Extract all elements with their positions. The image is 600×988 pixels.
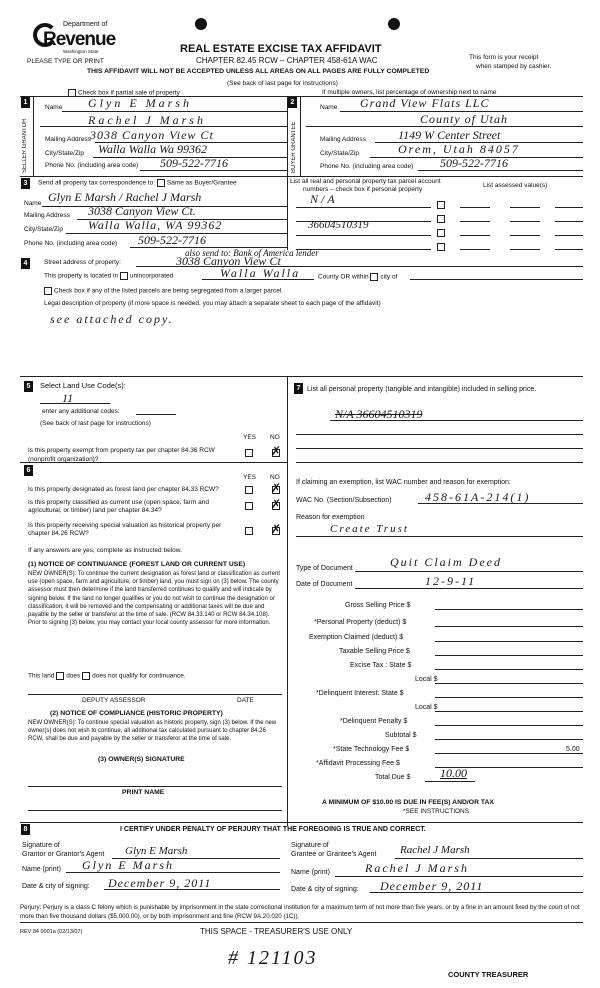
- receipt-2: when stamped by cashier.: [476, 63, 552, 70]
- historic-no[interactable]: ✗: [271, 522, 282, 536]
- notice-compliance-text: NEW OWNER(S): To continue special valuation as historic property, sign (3) below. If the new owner(s) does not wish to continue, all additional tax calculated pursuant to chapter 84.26 RCW, shall be due and payable by the seller or transferor at the time of sale.: [28, 720, 277, 743]
- parcel-2[interactable]: 36604510319: [308, 219, 369, 231]
- located-in: This property is located in unincorporated: [44, 272, 174, 280]
- exemption-reason[interactable]: Create Trust: [330, 523, 409, 535]
- also-send[interactable]: also send to: Bank of America lender: [185, 248, 319, 258]
- segregated: Check box if any of the listed parcels are being segregated from a larger parcel.: [44, 287, 283, 295]
- see-back: (See back of last page for instructions): [227, 80, 338, 87]
- personal-property-value[interactable]: N/A 36604510319: [335, 407, 423, 421]
- notice-compliance: (2) NOTICE OF COMPLIANCE (HISTORIC PROPERTY): [50, 710, 223, 717]
- current-use-no[interactable]: ✗: [271, 497, 282, 511]
- please-type: PLEASE TYPE OR PRINT: [27, 58, 104, 65]
- multiple-owners: If multiple owners, list percentage of ownership next to name: [322, 89, 497, 96]
- tech-fee: 5.00: [566, 746, 580, 753]
- grantee-signature[interactable]: Rachel J Marsh: [400, 844, 470, 856]
- chapter: CHAPTER 82.45 RCW – CHAPTER 458-61A WAC: [196, 56, 378, 65]
- corr-phone[interactable]: 509-522-7716: [138, 233, 206, 247]
- seller-phone[interactable]: 509-522-7716: [160, 156, 228, 170]
- section-8: 8: [21, 824, 30, 835]
- grantee-name[interactable]: Rachel J Marsh: [365, 861, 469, 875]
- punch-hole-left: [195, 18, 207, 30]
- section-1: 1: [21, 97, 30, 108]
- grantor-date[interactable]: December 9, 2011: [108, 876, 212, 890]
- seller-name-1[interactable]: Glyn E Marsh: [88, 96, 192, 110]
- section-3: 3: [21, 178, 30, 189]
- county-name[interactable]: Walla Walla: [220, 266, 301, 280]
- assessed-label: List assessed value(s): [483, 182, 548, 189]
- grantee-date[interactable]: December 9, 2011: [380, 879, 484, 893]
- correspondence-label: Send all property tax correspondence to: Same as Buyer/Grantee: [38, 179, 237, 187]
- section-6: 6: [24, 465, 33, 476]
- document-type[interactable]: Quit Claim Deed: [390, 555, 502, 569]
- receipt-1: This form is your receipt: [469, 54, 539, 61]
- treasurer-number: # 121103: [228, 947, 318, 969]
- legal-description[interactable]: see attached copy.: [50, 312, 174, 326]
- land-use-code[interactable]: 11: [62, 391, 74, 405]
- corr-city[interactable]: Walla Walla, WA 99362: [88, 218, 223, 232]
- parcel-1[interactable]: N/A: [310, 192, 338, 206]
- forest-no[interactable]: ✗: [271, 481, 282, 495]
- partial-sale: Check box if partial sale of property: [68, 89, 180, 97]
- corr-name[interactable]: Glyn E Marsh / Rachel J Marsh: [48, 190, 202, 204]
- section-5: 5: [24, 381, 33, 392]
- seller-address[interactable]: 3038 Canyon View Ct: [90, 128, 214, 142]
- rev-number: REV 84 0001a (02/13/07): [20, 929, 83, 935]
- notice-continuance: (1) NOTICE OF CONTINUANCE (FOREST LAND OR CURRENT USE): [28, 561, 246, 568]
- buyer-name-1[interactable]: Grand View Flats LLC: [360, 96, 490, 110]
- current-use-question: Is this property classified as current use (open space, farm and agricultural, or timber) land per chapter 84.34?: [28, 499, 210, 514]
- warning: THIS AFFIDAVIT WILL NOT BE ACCEPTED UNLESS ALL AREAS ON ALL PAGES ARE FULLY COMPLETED: [87, 68, 430, 75]
- personal-property-label: List all personal property (tangible and intangible) included in selling price.: [307, 386, 537, 393]
- section-7: 7: [294, 383, 303, 394]
- notice-continuance-text: NEW OWNER(S): To continue the current designation as forest land or classification as current use (open space, farm and agriculture, or timber) land, you must sign on (3) below. The county assessor must then determine if the land transferred continues to qualify and will indicate by signing below. If the land no longer qualifies or you do not wish to continue the designation or classification, it will be removed and the compensating or additional taxes will be due and payable by the seller or transferor at the time of sale. (RCW 84.33.140 or RCW 84.34.108). Prior to signing (3) below, you may contact your local county assessor for more information.: [28, 571, 280, 627]
- seller-city[interactable]: Walla Walla Wa 99362: [98, 142, 208, 156]
- grantor-signature[interactable]: Glyn E Marsh: [125, 845, 188, 857]
- buyer-city[interactable]: Orem, Utah 84057: [398, 142, 520, 156]
- exempt-question: Is this property exempt from property tax per chapter 84.36 RCW (nonprofit organization)?: [28, 447, 215, 463]
- certify: I CERTIFY UNDER PENALTY OF PERJURY THAT THE FOREGOING IS TRUE AND CORRECT.: [120, 826, 426, 833]
- this-land: This land does does not qualify for continuance.: [28, 672, 186, 680]
- seller-side-label: SELLER GRANTOR: [22, 118, 28, 173]
- exempt-no-check[interactable]: ✗: [271, 444, 282, 458]
- county-or-within: County OR within city of: [318, 273, 398, 281]
- owner-signature: (3) OWNER(S) SIGNATURE: [98, 756, 185, 763]
- document-date[interactable]: 12-9-11: [425, 574, 477, 588]
- total-due[interactable]: 10.00: [440, 766, 467, 780]
- buyer-address[interactable]: 1149 W Center Street: [398, 128, 501, 142]
- parcel-label-1: List all real and personal property tax parcel account: [290, 178, 441, 185]
- form-title: REAL ESTATE EXCISE TAX AFFIDAVIT: [180, 43, 382, 55]
- treasurer-space: THIS SPACE - TREASURER'S USE ONLY: [200, 927, 353, 936]
- legal-description-label: Legal description of property (if more space is needed, you may attach a separate sheet to each page of the affidavit): [44, 300, 381, 307]
- section-4: 4: [21, 258, 30, 269]
- wac-number[interactable]: 458-61A-214(1): [425, 490, 531, 504]
- county-treasurer: COUNTY TREASURER: [448, 970, 529, 979]
- buyer-side-label: BUYER GRANTEE: [291, 121, 297, 173]
- section-2: 2: [288, 97, 297, 108]
- punch-hole-right: [388, 18, 400, 30]
- street-address[interactable]: 3038 Canyon View Ct: [176, 254, 281, 268]
- grantor-name[interactable]: Glyn E Marsh: [82, 858, 174, 872]
- land-use-label: Select Land Use Code(s):: [40, 381, 126, 390]
- buyer-phone[interactable]: 509-522-7716: [440, 156, 508, 170]
- corr-address[interactable]: 3038 Canyon View Ct.: [88, 204, 196, 218]
- perjury: Perjury: Perjury is a class C felony which is punishable by imprisonment in the state correctional institution for a maximum term of not more than five years, or by a fine in an amount fixed by the court of not more than five thousand dollars ($5,000.00), or by both imprisonment and fine (RCW 9A.20.020 (1C)).: [20, 904, 580, 920]
- seller-name-2[interactable]: Rachel J Marsh: [88, 113, 206, 127]
- buyer-name-2[interactable]: County of Utah: [420, 112, 508, 126]
- parcel-label-2: numbers – check box if personal property: [303, 186, 423, 193]
- historic-question: Is this property receiving special valuation as historical property per chapter 84.26 RCW?: [28, 522, 222, 537]
- forest-question: Is this property designated as forest land per chapter 84.33 RCW?: [28, 486, 219, 493]
